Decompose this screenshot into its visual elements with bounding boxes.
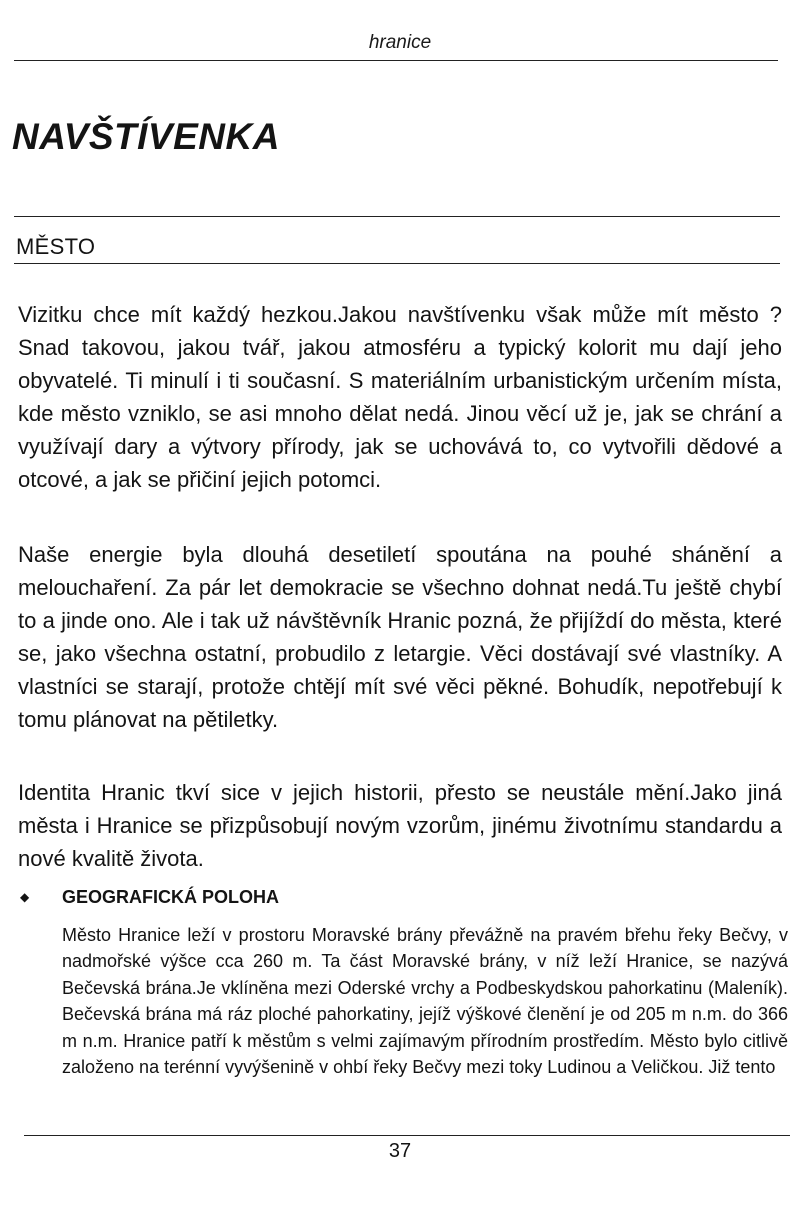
section-rule-top [14, 216, 780, 217]
page-title: NAVŠTÍVENKA [12, 116, 280, 157]
subsection-text: Město Hranice leží v prostoru Moravské brány převážně na pravém břehu řeky Bečvy, v nadmořské výšce cca 260 m. Ta část Moravské brány, v níž leží Hranice, se nazývá Bečevská brána.Je vklíněna mezi Oderské vrchy a Podbeskydskou pahorkatinu (Maleník). Bečevská brána má ráz ploché pahorkatiny, jejíž výškové členění je od 205 m n.m. do 366 m n.m. Hranice patří k městům s velmi zajímavým přírodním prostředím. Město bylo citlivě založeno na terénní vyvýšenině v ohbí řeky Bečvy mezi toky Ludinou a Veličkou. Již tento [62, 925, 788, 1078]
subsection-heading: GEOGRAFICKÁ POLOHA [62, 887, 280, 907]
paragraph-2: Naše energie byla dlouhá desetiletí spoutána na pouhé shánění a melouchaření. Za pár let demokracie se všechno dohnat nedá.Tu ještě chybí to a jinde ono. Ale i tak už návštěvník Hranic pozná, že přijíždí do města, které se, jako všechna ostatní, probudilo z letargie. Věci dostávají své vlastníky. A vlastníci se starají, protože chtějí mít své věci pěkné. Bohudík, nepotřebují k tomu plánovat na pětiletky. [18, 542, 782, 732]
paragraph-3: Identita Hranic tkví sice v jejich historii, přesto se neustále mění.Jako jiná města i Hranice se přizpůsobují novým vzorům, jinému životnímu standardu a nové kvalitě života. [18, 780, 782, 871]
section-rule-bottom [14, 263, 780, 264]
running-head: hranice [368, 32, 432, 53]
paragraph-1: Vizitku chce mít každý hezkou.Jakou navštívenku však může mít město ? Snad takovou, jakou tvář, jakou atmosféru a typický kolorit mu dají jeho obyvatelé. Ti minulí i ti současní. S materiálním urbanistickým určením místa, kde město vzniklo, se asi mnoho dělat nedá. Jinou věcí už je, jak se chrání a využívají dary a výtvory přírody, jak se uchovává to, co vytvořili dědové a otcové, a jak se přičiní jejich potomci. [18, 302, 782, 492]
subsection-heading-row [20, 887, 279, 908]
page-number: 37 [388, 1140, 412, 1162]
footer-rule [24, 1135, 790, 1136]
diamond-bullet-icon: ◆ [20, 890, 30, 904]
header-rule [14, 60, 778, 61]
section-heading: MĚSTO [16, 234, 96, 259]
